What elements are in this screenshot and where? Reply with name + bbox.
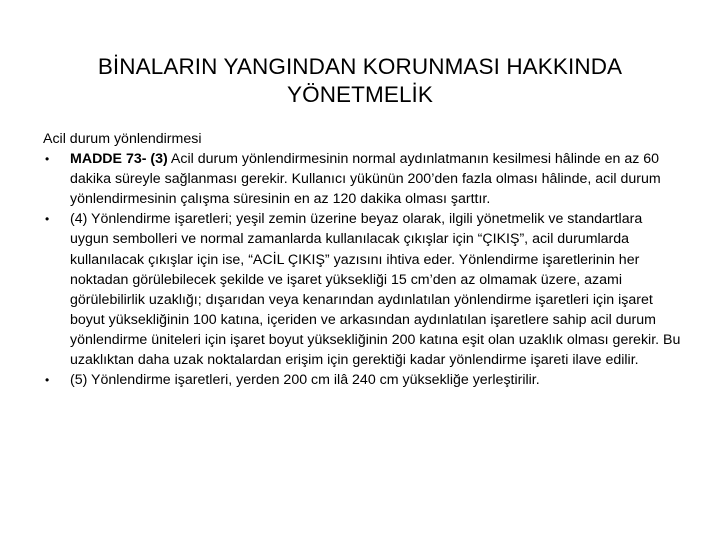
section-heading: Acil durum yönlendirmesi	[43, 131, 202, 147]
slide-body	[43, 129, 683, 390]
bullet-text: Acil durum yönlendirmesinin normal aydınlatmanın kesilmesi hâlinde en az 60 dakika süreyle sağlanması gerekir. Kullanıcı yükünün 200’den fazla olması hâlinde, acil durum yönlendirmesinin çalışma süresinin en az 120 dakika olması şarttır.	[70, 151, 661, 208]
slide-title-line-1: BİNALARIN YANGINDAN KORUNMASI HAKKINDA	[97, 54, 623, 80]
bullet-list	[43, 149, 683, 390]
bullet-marker: •	[45, 373, 50, 388]
bullet-marker: •	[45, 152, 50, 167]
slide-title	[40, 53, 680, 109]
article-reference: MADDE 73- (3)	[70, 151, 168, 168]
bullet-item-3	[43, 370, 682, 390]
bullet-item-1	[43, 149, 682, 209]
bullet-marker: •	[45, 212, 50, 227]
slide-title-line-2: YÖNETMELİK	[286, 82, 434, 108]
bullet-text: (5) Yönlendirme işaretleri, yerden 200 cm ilâ 240 cm yüksekliğe yerleştirilir.	[70, 372, 540, 389]
bullet-item-2	[43, 209, 682, 370]
bullet-text: (4) Yönlendirme işaretleri; yeşil zemin üzerine beyaz olarak, ilgili yönetmelik ve standartlara uygun sembolleri ve normal zamanlarda kullanılacak çıkışlar için “ÇIKIŞ”, acil durumlarda kullanılacak çıkışlar için ise, “ACİL ÇIKIŞ” yazısını ihtiva eder. Yönlendirme işaretlerinin her noktadan görülebilecek şekilde ve işaret yüksekliği 15 cm’den az olmamak üzere, azami görülebilirlik uzaklığı; dışarıdan veya kenarından aydınlatılan yönlendirme işaretleri için işaret boyut yüksekliğinin 100 katına, içeriden ve arkasından aydınlatılan işaretlere sahip acil durum yönlendirme üniteleri için işaret boyut yüksekliğinin 200 katına eşit olan uzaklık olması gerekir. Bu uzaklıktan daha uzak noktalardan erişim için gerektiği kadar yönlendirme işareti ilave edilir.	[70, 211, 681, 369]
